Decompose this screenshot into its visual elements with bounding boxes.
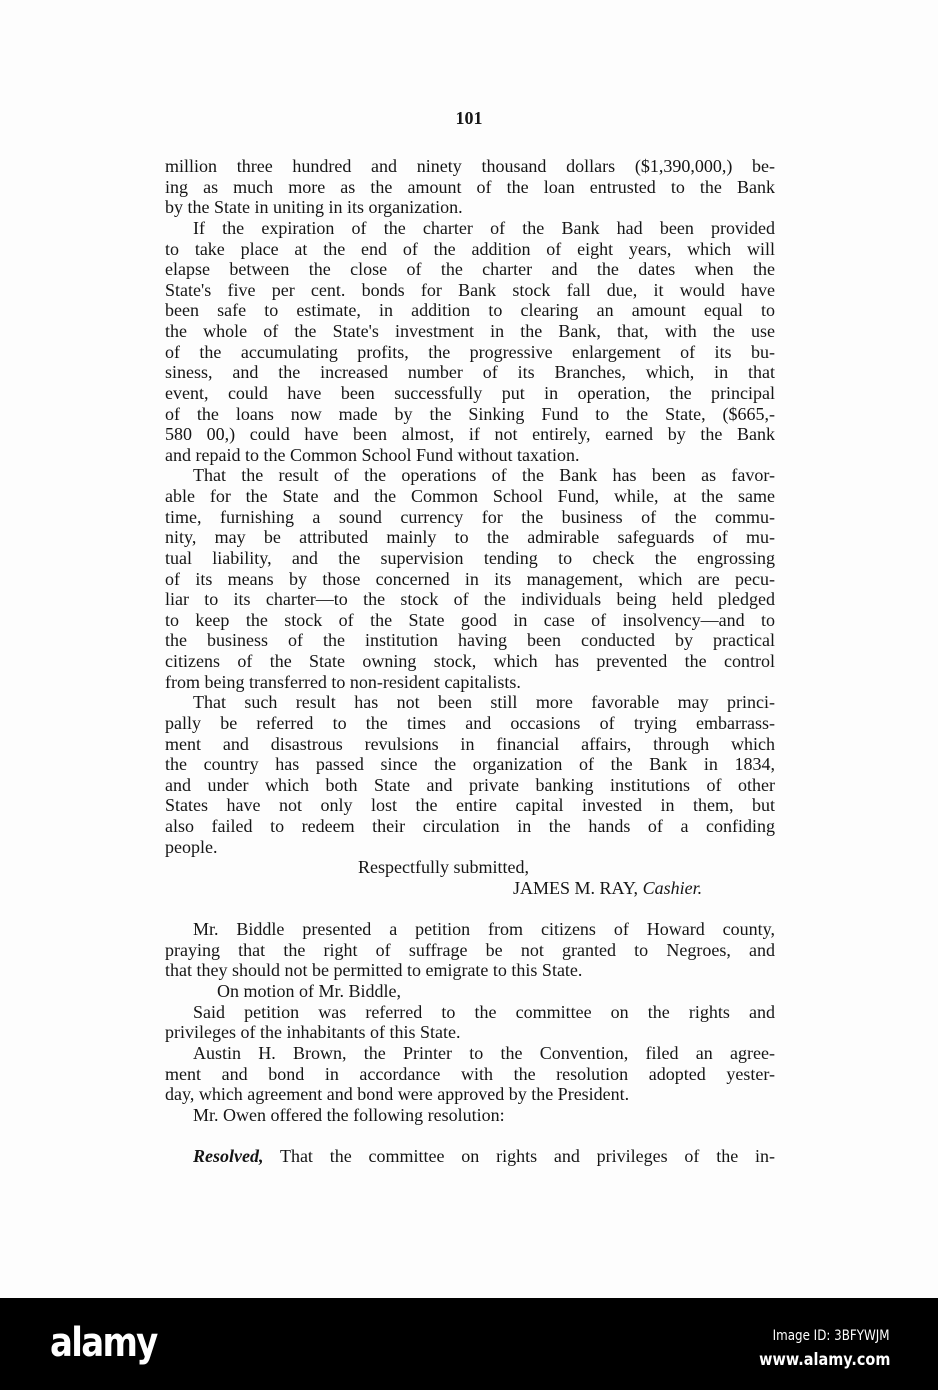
text-line [165, 713, 775, 734]
line-text: the country has passed since the organization of the Bank in 1834, [165, 754, 775, 775]
line-text: If the expiration of the charter of the Bank had been provided [193, 217, 775, 238]
text-line [165, 981, 775, 1002]
text-line [165, 672, 775, 693]
line-text: States have not only lost the entire capital invested in them, but [165, 795, 775, 816]
text-line [165, 754, 775, 775]
text-line [165, 692, 775, 713]
text-line [165, 610, 775, 631]
text-line [165, 1043, 775, 1064]
text-line [165, 919, 775, 940]
paragraph [165, 919, 775, 981]
text-line [165, 239, 775, 260]
line-text: people. [165, 836, 218, 857]
text-line [165, 1125, 775, 1146]
text-line [165, 218, 775, 239]
text-line [165, 507, 775, 528]
text-line [165, 775, 775, 796]
text-line [165, 197, 775, 218]
line-text: ing as much more as the amount of the loan entrusted to the Bank [165, 176, 775, 197]
text-line [165, 899, 775, 920]
line-text: and under which both State and private banking institutions of other [165, 774, 775, 795]
text-line [165, 259, 775, 280]
site-url: www.alamy.com [758, 1350, 890, 1370]
text-line [165, 1105, 775, 1126]
line-text: praying that the right of suffrage be not granted to Negroes, and [165, 939, 775, 960]
line-text: Respectfully submitted, [358, 857, 529, 878]
line-text: Austin H. Brown, the Printer to the Convention, filed an agree- [193, 1042, 775, 1063]
line-text: been safe to estimate, in addition to clearing an amount equal to [165, 300, 775, 321]
blank-line [165, 899, 775, 920]
blank-line [165, 1125, 775, 1146]
image-id: Image ID: 3BFYWJM [773, 1328, 890, 1344]
text-line [165, 280, 775, 301]
line-text: 580 00,) could have been almost, if not entirely, earned by the Bank [165, 424, 775, 445]
line-text: State's five per cent. bonds for Bank stock fall due, it would have [165, 279, 775, 300]
line-text: the business of the institution having been conducted by practical [165, 630, 775, 651]
line-text: of the accumulating profits, the progressive enlargement of its bu- [165, 341, 775, 362]
text-line [165, 404, 775, 425]
line-text: by the State in uniting in its organization. [165, 197, 463, 218]
line-text: of its means by those concerned in its management, which are pecu- [165, 568, 775, 589]
text-line [165, 424, 775, 445]
text-line [165, 1146, 775, 1167]
line-text: That such result has not been still more favorable may princi- [193, 692, 775, 713]
line-text: citizens of the State owning stock, which has prevented the control [165, 651, 775, 671]
paragraph [165, 1105, 775, 1126]
line-text: the whole of the State's investment in the Bank, that, with the use [165, 321, 775, 341]
text-line [165, 342, 775, 363]
text-line [165, 1084, 775, 1105]
line-text: event, could have been successfully put in operation, the principal [165, 382, 775, 403]
text-line [165, 548, 775, 569]
text-line [165, 630, 775, 651]
text-line [165, 816, 775, 837]
text-line [165, 1064, 775, 1085]
line-text: Mr. Owen offered the following resolution: [193, 1104, 505, 1125]
line-text: Said petition was referred to the committee on the rights and [193, 1001, 775, 1022]
text-line [165, 1002, 775, 1023]
line-text: Mr. Biddle presented a petition from citizens of Howard county, [193, 919, 775, 940]
line-text: to keep the stock of the State good in case of insolvency—and to [165, 609, 775, 630]
line-text: ment and disastrous revulsions in financial affairs, through which [165, 733, 775, 754]
line-text: from being transferred to non-resident capitalists. [165, 671, 521, 692]
paragraph [165, 878, 775, 899]
line-text: able for the State and the Common School Fund, while, at the same [165, 486, 775, 506]
page-number: 101 [455, 108, 483, 128]
line-text: that they should not be permitted to emigrate to this State. [165, 960, 583, 981]
line-text: also failed to redeem their circulation in the hands of a confiding [165, 816, 775, 836]
line-text: million three hundred and ninety thousand dollars ($1,390,000,) be- [165, 156, 775, 176]
text-line [165, 734, 775, 755]
line-text: to take place at the end of the addition of eight years, which will [165, 238, 775, 259]
text-line [165, 362, 775, 383]
text-line [165, 940, 775, 961]
text-line [165, 383, 775, 404]
paragraph [165, 465, 775, 692]
text-line [165, 445, 775, 466]
line-text: tual liability, and the supervision tending to check the engrossing [165, 547, 775, 568]
line-text: time, furnishing a sound currency for the business of the commu- [165, 506, 775, 527]
line-text: privileges of the inhabitants of this State. [165, 1022, 461, 1043]
text-line [165, 857, 775, 878]
text-line [165, 878, 775, 899]
line-text: ment and bond in accordance with the resolution adopted yester- [165, 1063, 775, 1084]
paragraph [165, 218, 775, 466]
resolved-label: Resolved, [193, 1146, 264, 1166]
text-line [165, 156, 775, 177]
line-text: and repaid to the Common School Fund without taxation. [165, 444, 580, 465]
paragraph [165, 1043, 775, 1105]
text-line [165, 177, 775, 198]
text-line [165, 321, 775, 342]
body-text [165, 156, 775, 1167]
paragraph [165, 692, 775, 857]
line-text: liar to its charter—to the stock of the individuals being held pledged [165, 589, 775, 610]
watermark-bar [0, 1298, 938, 1390]
text-line [165, 1022, 775, 1043]
text-line [165, 960, 775, 981]
signature-title: Cashier. [642, 877, 703, 898]
paragraph [165, 156, 775, 218]
line-text: That the result of the operations of the Bank has been as favor- [193, 465, 775, 486]
line-text: pally be referred to the times and occasions of trying embarrass- [165, 712, 775, 733]
paragraph [165, 1002, 775, 1043]
paragraph [165, 981, 775, 1002]
line-text: day, which agreement and bond were approved by the President. [165, 1084, 630, 1105]
text-line [165, 569, 775, 590]
alamy-logo: alamy [50, 1320, 157, 1366]
text-line [165, 589, 775, 610]
text-line [165, 837, 775, 858]
line-text: siness, and the increased number of its Branches, which, in that [165, 362, 775, 383]
line-text: That the committee on rights and privileges of the in- [263, 1146, 775, 1166]
text-line [165, 795, 775, 816]
line-text: elapse between the close of the charter and the dates when the [165, 259, 775, 280]
line-text: nity, may be attributed mainly to the admirable safeguards of mu- [165, 527, 775, 548]
text-line [165, 527, 775, 548]
line-text: JAMES M. RAY, [513, 877, 639, 898]
line-text: On motion of Mr. Biddle, [217, 981, 401, 1001]
text-line [165, 465, 775, 486]
paragraph [165, 1146, 775, 1167]
line-text: of the loans now made by the Sinking Fund to the State, ($665,- [165, 403, 775, 424]
paragraph [165, 857, 775, 878]
text-line [165, 651, 775, 672]
text-line [165, 300, 775, 321]
text-line [165, 486, 775, 507]
